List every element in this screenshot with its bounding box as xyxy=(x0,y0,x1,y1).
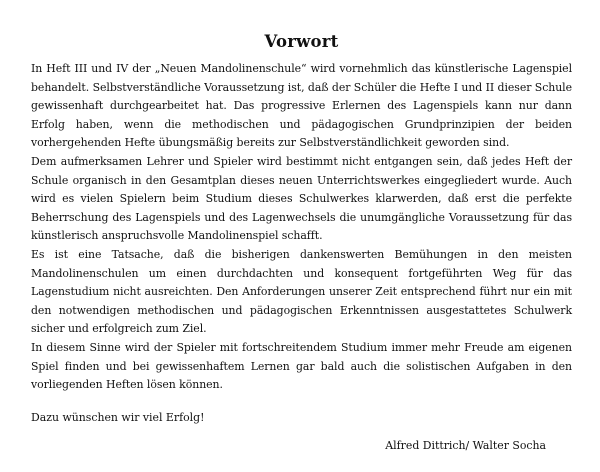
page-title: Vorwort xyxy=(264,32,339,51)
paragraph-3: Es ist eine Tatsache, daß die bisherigen dankenswerten Bemühungen in den meisten Mandolinenschulen um einen durchdachten und konsequent fortgeführten Weg für das Lagenstudium nicht ausreichten. Den Anforderungen unserer Zeit entsprechend führt nur ein mit den notwendigen methodischen und pädagogischen Erkenntnissen ausgestattetes Schulwerk sicher und erfolgreich zum Ziel. xyxy=(31,247,572,336)
signature: Alfred Dittrich/ Walter Socha xyxy=(385,439,546,453)
paragraph-2: Dem aufmerksamen Lehrer und Spieler wird bestimmt nicht entgangen sein, daß jedes Heft der Schule organisch in den Gesamtplan dieses neuen Unterrichtswerkes eingegliedert wurde. Auch wird es vielen Spielern beim Studium dieses Schulwerkes klarwerden, daß erst die perfekte Beherrschung des Lagenspiels und des Lagenwechsels die unumgängliche Voraussetzung für das künstlerisch anspruchsvolle Mandolinenspiel schafft. xyxy=(31,154,572,243)
closing-line: Dazu wünschen wir viel Erfolg! xyxy=(31,410,205,424)
paragraph-4: In diesem Sinne wird der Spieler mit fortschreitendem Studium immer mehr Freude am eigenen Spiel finden und bei gewissenhaftem Lernen gar bald auch die solistischen Aufgaben in den vorliegenden Heften lösen können. xyxy=(31,340,572,392)
paragraph-1: In Heft III und IV der „Neuen Mandolinenschule“ wird vornehmlich das künstlerische Lagenspiel behandelt. Selbstverständliche Voraussetzung ist, daß der Schüler die Hefte I und II dieser Schule gewissenhaft durchgearbeitet hat. Das progressive Erlernen des Lagenspiels kann nur dann Erfolg haben, wenn die methodischen und pädagogischen Grundprinzipien der beiden vorhergehenden Hefte übungsmäßig bereits zur Selbstverständlichkeit geworden sind. xyxy=(31,62,572,150)
